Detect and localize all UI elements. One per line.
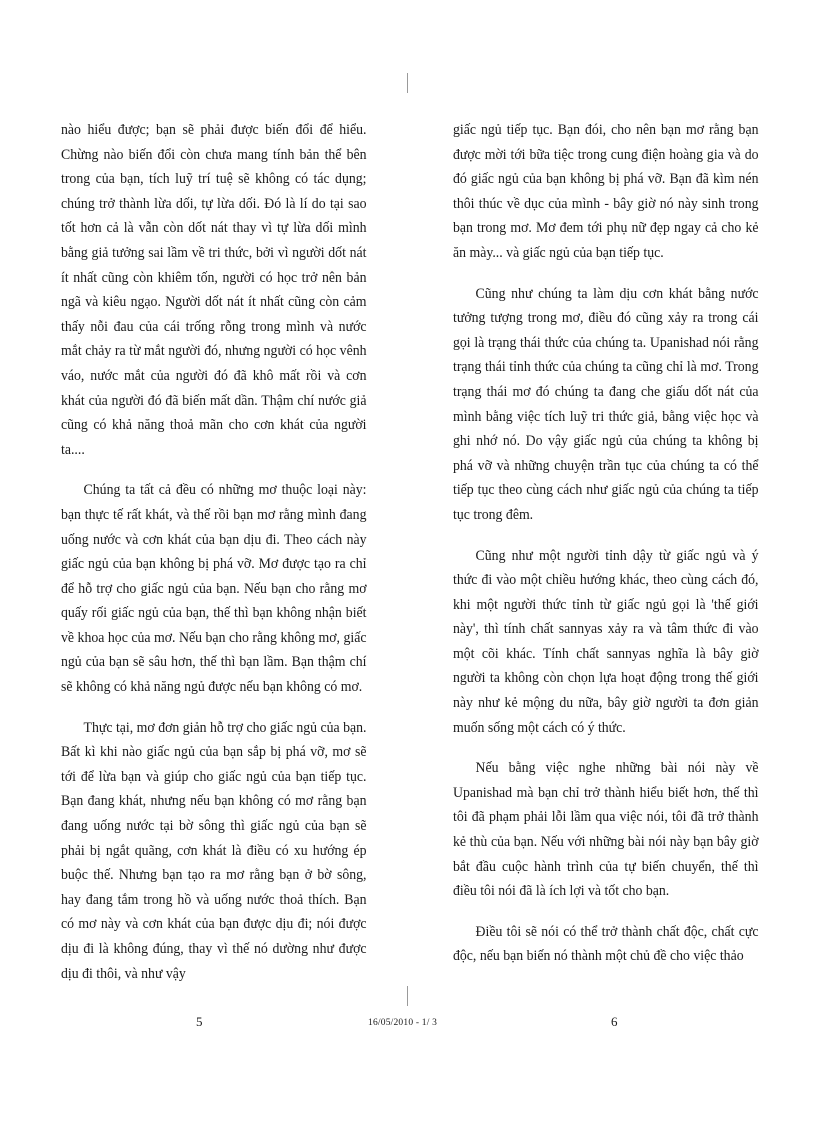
left-paragraph-3: Thực tại, mơ đơn giản hỗ trợ cho giấc ngủ của bạn. Bất kì khi nào giấc ngủ của bạn sắp bị phá vỡ, mơ sẽ tới để lừa bạn và giúp cho giấc ngủ của bạn tiếp tục. Bạn đang khát, nhưng nếu bạn không có mơ rằng bạn đang uống nước tại bờ sông thì giấc ngủ của bạn sẽ phải bị ngắt quãng, cơn khát là điều có xu hướng ép buộc thế. Nhưng bạn tạo ra mơ rằng bạn ở bờ sông, hay đang tắm trong hồ và uống nước thoả thích. Bạn có mơ này và cơn khát của bạn được dịu đi; nói được dịu đi là không đúng, thay vì thế nó dường như được dịu đi thôi, và như vậy: [61, 719, 367, 982]
right-page-column: [453, 118, 758, 985]
right-paragraph-1: giấc ngủ tiếp tục. Bạn đói, cho nên bạn mơ rằng bạn được mời tới bữa tiệc trong cung điện hoàng gia và do đó giấc ngủ của bạn không bị phá vỡ. Bạn đã kìm nén thôi thúc về dục của mình - bây giờ nó này sinh trong bạn trong mơ. Mơ đem tới phụ nữ đẹp ngay cả cho kẻ ăn mày... và giấc ngủ của bạn tiếp tục.: [453, 122, 759, 261]
left-page-number: 5: [196, 1014, 203, 1029]
right-paragraph-4: Nếu bằng việc nghe những bài nói này về Upanishad mà bạn chỉ trở thành hiểu biết hơn, thế thì tôi đã phạm phải lỗi lầm qua việc nói, tôi đã trở thành kẻ thù của bạn. Nếu với những bài nói này bạn bây giờ bắt đầu cuộc hành trình của tự biến chuyển, thế thì điều tôi nói đã là ích lợi và tốt cho bạn.: [453, 760, 759, 900]
print-stamp: 16/05/2010 - 1/ 3: [368, 1018, 438, 1028]
left-page-column: [61, 118, 366, 1002]
top-fold-mark: [407, 73, 408, 93]
right-page-number: 6: [611, 1014, 618, 1029]
left-paragraph-2: Chúng ta tất cả đều có những mơ thuộc loại này: bạn thực tế rất khát, và thế rồi bạn mơ rằng mình đang uống nước và cơn khát của bạn dịu đi. Theo cách này giấc ngủ của bạn không bị phá vỡ. Mơ được tạo ra chỉ để hỗ trợ cho giấc ngủ của bạn. Nếu bạn cho rằng mơ quấy rối giấc ngủ của bạn, thế thì bạn không nhận biết về khoa học của mơ. Nếu bạn cho rằng không mơ, giấc ngủ của bạn sẽ sâu hơn, thế thì bạn lầm. Bạn thậm chí sẽ không có khả năng ngủ được nếu bạn không có mơ.: [61, 482, 367, 696]
right-paragraph-2: Cũng như chúng ta làm dịu cơn khát bằng nước tưởng tượng trong mơ, điều đó cũng xảy ra trong cái gọi là trạng thái thức của chúng ta. Upanishad nói rằng trạng thái tỉnh thức của chúng ta cũng chỉ là mơ. Trong trạng thái mơ đó chúng ta đang che giấu dốt nát của mình bằng việc tích luỹ tri thức giả, bằng việc học và ghi nhớ nó. Do vậy giấc ngủ của chúng ta không bị phá vỡ và những chuyện trần tục của chúng ta có thể tiếp tục theo cùng cách như giấc ngủ của chúng ta tiếp tục trong đêm.: [453, 285, 759, 523]
bottom-fold-mark: [407, 986, 408, 1006]
left-paragraph-1: nào hiểu được; bạn sẽ phải được biến đổi để hiểu. Chừng nào biến đổi còn chưa mang tính bản thể bên trong của bạn, tích luỹ trí tuệ sẽ không có tác dụng; chúng trở thành lừa dối, tự lừa dối. Đó là lí do tại sao tốt hơn cả là vẫn còn dốt nát thay vì tự lừa dối mình bằng giả tưởng sai lầm về tri thức, bởi vì người dốt nát ít nhất cũng còn khiêm tốn, người có học trở nên bản ngã và kiêu ngạo. Người dốt nát ít nhất cũng còn cảm thấy nỗi đau của cái trống rỗng trong mình và nước mắt chảy ra từ mắt người đó, nhưng người có học vênh váo, nước mắt của người đó đã khô mất rồi và cơn khát của người đó đã biến mất dần. Thậm chí nước giả cũng có khả năng thoả mãn cho cơn khát của người ta....: [61, 122, 367, 458]
right-paragraph-3: Cũng như một người tỉnh dậy từ giấc ngủ và ý thức đi vào một chiều hướng khác, theo cùng cách đó, khi một người thức tỉnh từ giấc ngủ gọi là 'thế giới này', thì tính chất sannyas xảy ra và tâm thức đi vào một cõi khác. Tính chất sannyas nghĩa là bây giờ người ta không còn chọn lựa hoạt động trong thế giới này như kẻ mộng du nữa, bây giờ người ta đơn giản muốn sống một cách có ý thức.: [453, 547, 759, 736]
right-paragraph-5: Điều tôi sẽ nói có thể trở thành chất độc, chất cực độc, nếu bạn biến nó thành một chủ đề cho việc thảo: [453, 923, 759, 965]
